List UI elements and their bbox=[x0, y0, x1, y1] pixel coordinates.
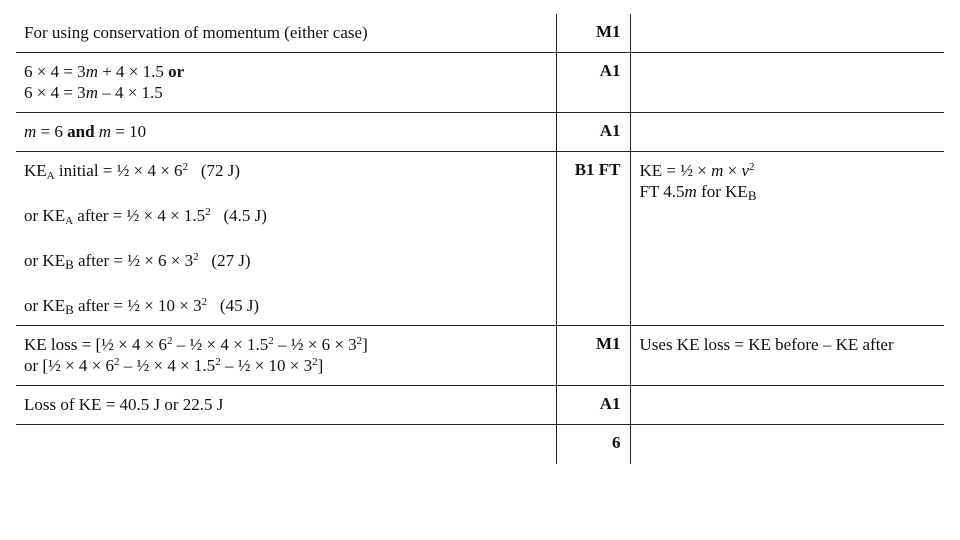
mark-cell bbox=[556, 326, 630, 386]
working-cell bbox=[16, 326, 556, 386]
guidance-line: Uses KE loss = KE before – KE after bbox=[639, 335, 894, 354]
working-line: Loss of KE = 40.5 J or 22.5 J bbox=[24, 395, 224, 414]
total-mark-cell bbox=[556, 425, 630, 465]
working-line: For using conservation of momentum (either case) bbox=[24, 23, 368, 42]
mark-cell bbox=[556, 14, 630, 53]
guidance-line: FT 4.5m for $KE_B$ bbox=[639, 182, 757, 203]
working-line: or $KE_A$ after = ½ × $4 \times 1.5^2$ (4.5 J) bbox=[24, 206, 267, 227]
working-line: KE loss = [½ × $4 \times 6^2$ – ½ × $4 \times 1.5^2$ – ½ × $6 \times 3^2$] bbox=[24, 335, 368, 354]
working-line: $KE_A$ initial = ½ × $4 \times 6^2$ (72 J) bbox=[24, 161, 241, 182]
mark-cell bbox=[556, 386, 630, 425]
scheme-row bbox=[16, 14, 944, 53]
scheme-row bbox=[16, 326, 944, 386]
guidance-cell bbox=[630, 386, 944, 425]
guidance-cell bbox=[630, 113, 944, 152]
mark-label: M1 bbox=[595, 334, 621, 353]
scheme-row bbox=[16, 113, 944, 152]
working-cell bbox=[16, 152, 556, 326]
working-cell bbox=[16, 14, 556, 53]
scheme-row bbox=[16, 386, 944, 425]
guidance-cell bbox=[630, 326, 944, 386]
mark-label: A1 bbox=[599, 121, 621, 140]
working-line: m = 6 and m = 10 bbox=[24, 122, 147, 141]
mark-cell bbox=[556, 152, 630, 326]
working-line: or [½ × $4 \times 6^2$ – ½ × $4 \times 1.5^2$ – ½ × $10 \times 3^2$] bbox=[24, 356, 324, 375]
guidance-line: KE = ½ × $m \times v^2$ bbox=[639, 161, 755, 180]
working-cell bbox=[16, 425, 556, 465]
guidance-cell bbox=[630, 152, 944, 326]
mark-cell bbox=[556, 53, 630, 113]
mark-label: M1 bbox=[595, 22, 621, 41]
guidance-cell bbox=[630, 14, 944, 53]
mark-cell bbox=[556, 113, 630, 152]
mark-label: A1 bbox=[599, 61, 621, 80]
working-line: 6 × 4 = 3m + 4 × 1.5 or bbox=[24, 62, 185, 81]
total-row bbox=[16, 425, 944, 465]
working-line: or $KE_B$ after = ½ × $6 \times 3^2$ (27 J) bbox=[24, 251, 251, 272]
mark-label: B1 FT bbox=[574, 160, 621, 179]
total-mark: 6 bbox=[612, 433, 621, 452]
working-cell bbox=[16, 113, 556, 152]
mark-label: A1 bbox=[599, 394, 621, 413]
working-line: 6 × 4 = 3m – 4 × 1.5 bbox=[24, 83, 163, 102]
guidance-cell bbox=[630, 425, 944, 465]
guidance-cell bbox=[630, 53, 944, 113]
scheme-row bbox=[16, 152, 944, 326]
working-cell bbox=[16, 386, 556, 425]
mark-scheme-table bbox=[16, 14, 944, 464]
working-cell bbox=[16, 53, 556, 113]
scheme-row bbox=[16, 53, 944, 113]
working-line: or $KE_B$ after = ½ × $10 \times 3^2$ (45 J) bbox=[24, 296, 260, 317]
